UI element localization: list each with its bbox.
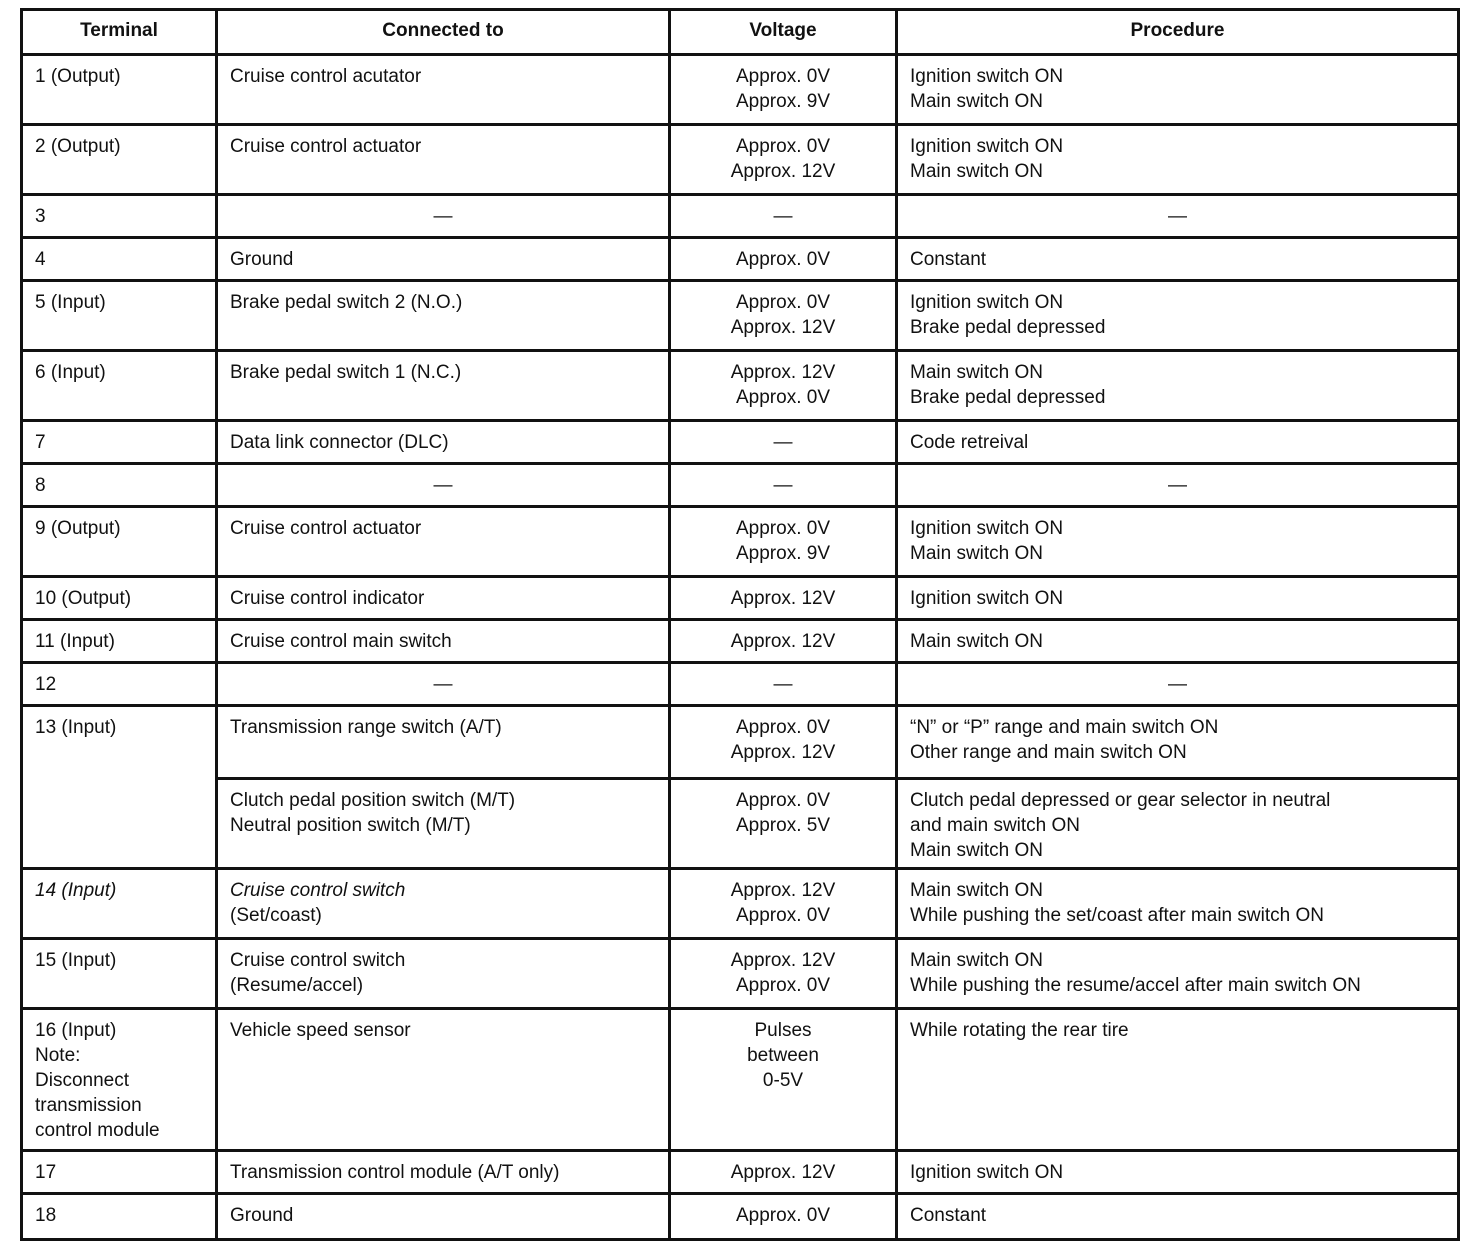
terminal-cell: 17 xyxy=(23,1152,218,1192)
terminal-cell: 1 (Output) xyxy=(23,56,218,123)
table-row xyxy=(23,239,1457,282)
terminal-cell: 6 (Input) xyxy=(23,352,218,419)
voltage-cell: Approx. 12V xyxy=(671,621,898,661)
procedure-cell: Ignition switch ON xyxy=(910,588,1064,609)
table-row xyxy=(23,465,1457,508)
voltage-cell: Approx. 0V Approx. 12V xyxy=(671,126,898,193)
procedure-cell: While rotating the rear tire xyxy=(910,1020,1129,1041)
table-row xyxy=(23,56,1457,126)
table-row xyxy=(23,126,1457,196)
table-row xyxy=(23,870,1457,940)
voltage-cell: Approx. 0V Approx. 9V xyxy=(671,508,898,575)
voltage-cell: Approx. 12V Approx. 0V xyxy=(671,870,898,937)
terminal-cell: 12 xyxy=(23,664,218,704)
terminal-cell: 10 (Output) xyxy=(23,578,218,618)
header-terminal: Terminal xyxy=(23,11,218,53)
sub-row xyxy=(218,707,1457,780)
connected-cell: Ground xyxy=(218,239,671,279)
procedure-cell: — xyxy=(1168,206,1187,227)
procedure-cell: Constant xyxy=(910,1205,987,1226)
table-row xyxy=(23,707,1457,870)
voltage-cell: Approx. 12V Approx. 0V xyxy=(671,352,898,419)
connected-cell: Brake pedal switch 2 (N.O.) xyxy=(218,282,671,349)
procedure-cell: “N” or “P” range and main switch ON Other range and main switch ON xyxy=(910,717,1219,763)
procedure-cell: Ignition switch ON xyxy=(910,1162,1064,1183)
connected-cell: Data link connector (DLC) xyxy=(218,422,671,462)
voltage-cell: — xyxy=(671,422,898,462)
connected-cell: — xyxy=(218,664,671,704)
terminal-cell: 2 (Output) xyxy=(23,126,218,193)
table-row xyxy=(23,664,1457,707)
procedure-cell: Ignition switch ON Brake pedal depressed xyxy=(910,292,1106,338)
procedure-cell: Constant xyxy=(910,249,987,270)
header-procedure: Procedure xyxy=(1130,20,1225,41)
procedure-cell: Main switch ON Brake pedal depressed xyxy=(910,362,1106,408)
table-header xyxy=(23,11,1457,56)
connected-cell: Cruise control actuator xyxy=(218,126,671,193)
table-row xyxy=(23,282,1457,352)
connected-cell: Clutch pedal position switch (M/T) Neutral position switch (M/T) xyxy=(218,780,671,867)
terminal-cell: 9 (Output) xyxy=(23,508,218,575)
voltage-cell: — xyxy=(671,196,898,236)
procedure-cell: Main switch ON xyxy=(910,631,1044,652)
connected-cell: Cruise control indicator xyxy=(218,578,671,618)
voltage-cell: Approx. 0V Approx. 9V xyxy=(671,56,898,123)
table-row xyxy=(23,1010,1457,1152)
table-row xyxy=(23,508,1457,578)
connected-cell: Cruise control actuator xyxy=(218,508,671,575)
terminal-cell: 4 xyxy=(23,239,218,279)
connected-cell: Transmission range switch (A/T) xyxy=(218,707,671,777)
connected-cell: Transmission control module (A/T only) xyxy=(218,1152,671,1192)
procedure-cell: Ignition switch ON Main switch ON xyxy=(910,136,1064,182)
terminal-cell: 15 (Input) xyxy=(23,940,218,1007)
terminal-cell: 11 (Input) xyxy=(23,621,218,661)
voltage-cell: — xyxy=(671,465,898,505)
voltage-cell: Approx. 12V Approx. 0V xyxy=(671,940,898,1007)
terminal-cell: 3 xyxy=(23,196,218,236)
procedure-cell: Clutch pedal depressed or gear selector in neutral and main switch ON Main switch ON xyxy=(910,790,1331,861)
connected-cell: Cruise control main switch xyxy=(218,621,671,661)
procedure-cell: Main switch ON While pushing the set/coast after main switch ON xyxy=(910,880,1324,926)
procedure-cell: — xyxy=(1168,475,1187,496)
connected-cell: Cruise control switch (Resume/accel) xyxy=(218,940,671,1007)
table-row xyxy=(23,940,1457,1010)
connected-cell: Cruise control switch (Set/coast) xyxy=(218,870,671,937)
terminal-cell: 13 (Input) xyxy=(23,707,218,867)
table-row xyxy=(23,352,1457,422)
voltage-cell: Approx. 12V xyxy=(671,578,898,618)
table-row xyxy=(23,422,1457,465)
voltage-cell: Pulses between 0-5V xyxy=(671,1010,898,1149)
voltage-cell: Approx. 0V Approx. 12V xyxy=(671,707,898,777)
procedure-cell: Ignition switch ON Main switch ON xyxy=(910,66,1064,112)
procedure-cell: Main switch ON While pushing the resume/accel after main switch ON xyxy=(910,950,1361,996)
voltage-cell: — xyxy=(671,664,898,704)
voltage-cell: Approx. 0V xyxy=(671,239,898,279)
table-row xyxy=(23,578,1457,621)
terminal-table xyxy=(20,8,1460,1241)
terminal-cell: 14 (Input) xyxy=(23,870,218,937)
terminal-cell: 7 xyxy=(23,422,218,462)
terminal-cell: 5 (Input) xyxy=(23,282,218,349)
terminal-cell: 8 xyxy=(23,465,218,505)
terminal-cell: 18 xyxy=(23,1195,218,1238)
connected-cell: — xyxy=(218,465,671,505)
connected-cell: Vehicle speed sensor xyxy=(218,1010,671,1149)
table-row xyxy=(23,621,1457,664)
connected-cell: Brake pedal switch 1 (N.C.) xyxy=(218,352,671,419)
header-connected-to: Connected to xyxy=(218,11,671,53)
table-row xyxy=(23,1195,1457,1238)
table-row xyxy=(23,196,1457,239)
split-cell-group xyxy=(218,707,1457,867)
terminal-cell: 16 (Input) Note: Disconnect transmission control module xyxy=(23,1010,218,1149)
connected-cell: Ground xyxy=(218,1195,671,1238)
voltage-cell: Approx. 0V Approx. 12V xyxy=(671,282,898,349)
header-voltage: Voltage xyxy=(671,11,898,53)
voltage-cell: Approx. 12V xyxy=(671,1152,898,1192)
table-row xyxy=(23,1152,1457,1195)
connected-cell: Cruise control acutator xyxy=(218,56,671,123)
procedure-cell: Ignition switch ON Main switch ON xyxy=(910,518,1064,564)
sub-row xyxy=(218,780,1457,867)
procedure-cell: Code retreival xyxy=(910,432,1029,453)
voltage-cell: Approx. 0V Approx. 5V xyxy=(671,780,898,867)
procedure-cell: — xyxy=(1168,674,1187,695)
connected-cell: — xyxy=(218,196,671,236)
voltage-cell: Approx. 0V xyxy=(671,1195,898,1238)
